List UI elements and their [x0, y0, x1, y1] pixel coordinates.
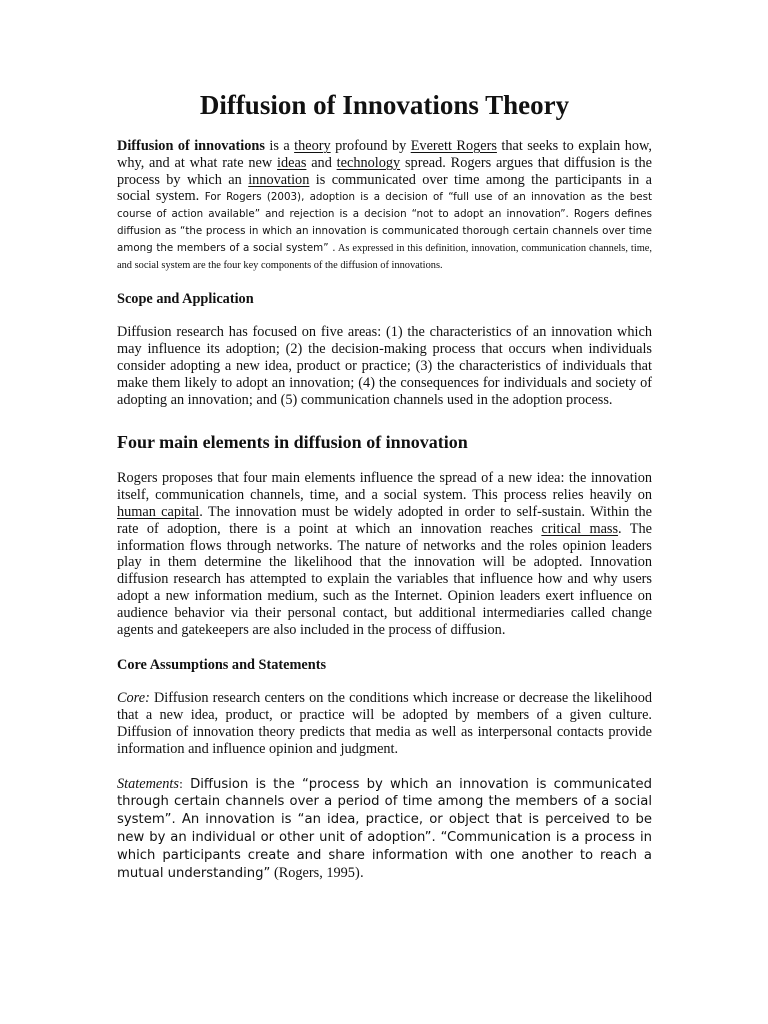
core-assumptions-heading: Core Assumptions and Statements — [117, 657, 327, 674]
intro-text-part-4: and — [306, 154, 337, 171]
ideas-link[interactable]: ideas — [277, 154, 307, 171]
innovation-link[interactable]: innovation — [248, 171, 310, 188]
scope-heading: Scope and Application — [117, 291, 254, 308]
elements-paragraph — [117, 470, 652, 638]
human-capital-link[interactable]: human capital — [117, 503, 200, 520]
elements-text-part-1: Rogers proposes that four main elements influence the spread of a new idea: the innovation itself, communication channels, time, and a social system. This process relies heavily on — [117, 470, 652, 504]
intro-text-part-2: profound by — [330, 138, 411, 154]
document-content — [117, 84, 652, 882]
intro-text-part-5: spread. Rogers argues that diffusion is the process by which an — [117, 154, 652, 188]
page-title: Diffusion of Innovations Theory — [199, 90, 570, 120]
statements-label: Statements — [117, 775, 179, 792]
theory-link[interactable]: theory — [294, 138, 331, 154]
elements-text-part-3: . The information flows through networks. The nature of networks and the roles opinion leaders play in them determine the likelihood that the innovation will be adopted. Innovation diffusion research has attempted to explain the variables that influence how and why users adopt a new information medium, such as the Internet. Opinion leaders exert influence on audience behavior via their personal contact, but additional intermediaries called change agents and gatekeepers are also included in the process of diffusion. — [117, 520, 652, 638]
statements-period: . — [359, 865, 364, 881]
intro-components-text: As expressed in this definition, innovation, communication channels, time, and social system are the four key components of the diffusion of innovations. — [117, 242, 652, 271]
core-text: Diffusion research centers on the conditions which increase or decrease the likelihood that a new idea, product, or practice will be adopted by members of a given culture. Diffusion of innovation theory predicts that media as well as interpersonal contacts provide information and influence opinion and judgment. — [117, 690, 652, 757]
intro-text-part-3: that seeks to explain how, why, and at what rate new — [117, 138, 652, 171]
core-paragraph — [117, 690, 652, 757]
intro-text-part-1: is a — [264, 138, 295, 154]
core-label: Core: — [117, 690, 150, 707]
elements-heading: Four main elements in diffusion of innovation — [117, 432, 468, 453]
statements-citation: (Rogers, 1995) — [270, 864, 360, 881]
intro-text-part-6: is communicated over time among the participants in a social system. — [117, 171, 652, 205]
scope-paragraph: Diffusion research has focused on five areas: (1) the characteristics of an innovation which may influence its adoption; (2) the decision-making process that occurs when individuals consider adopting a new idea, product or practice; (3) the characteristics of individuals that make them likely to adopt an innovation; (4) the consequences for individuals and society of adopting an innovation; and (5) communication channels used in the adoption process. — [117, 324, 652, 408]
statements-text: Diffusion is the “process by which an innovation is communicated through certain channels over a period of time among the members of a social system”. An innovation is “an idea, practice, or object that is perceived to be new by an individual or other unit of adoption”. “Communication is a process in which participants create and share information with one another to reach a mutual understanding” — [117, 776, 652, 881]
intro-term: Diffusion of innovations — [117, 138, 265, 154]
intro-definition-text: For Rogers (2003), adoption is a decision of “full use of an innovation as the best course of action available” and rejection is a decision “not to adopt an innovation”. Rogers defines diffusion as “the process in which an innovation is communicated thorough certain channels over time among the members of a social system” . — [117, 191, 652, 254]
technology-link[interactable]: technology — [336, 154, 401, 171]
statements-paragraph — [117, 776, 652, 883]
everett-rogers-link[interactable]: Everett Rogers — [410, 138, 497, 154]
statements-colon: : — [178, 776, 183, 791]
intro-paragraph — [117, 138, 652, 272]
critical-mass-link[interactable]: critical mass — [541, 520, 619, 537]
elements-text-part-2: . The innovation must be widely adopted in order to self-sustain. Within the rate of adoption, there is a point at which an innovation reaches — [117, 503, 652, 537]
